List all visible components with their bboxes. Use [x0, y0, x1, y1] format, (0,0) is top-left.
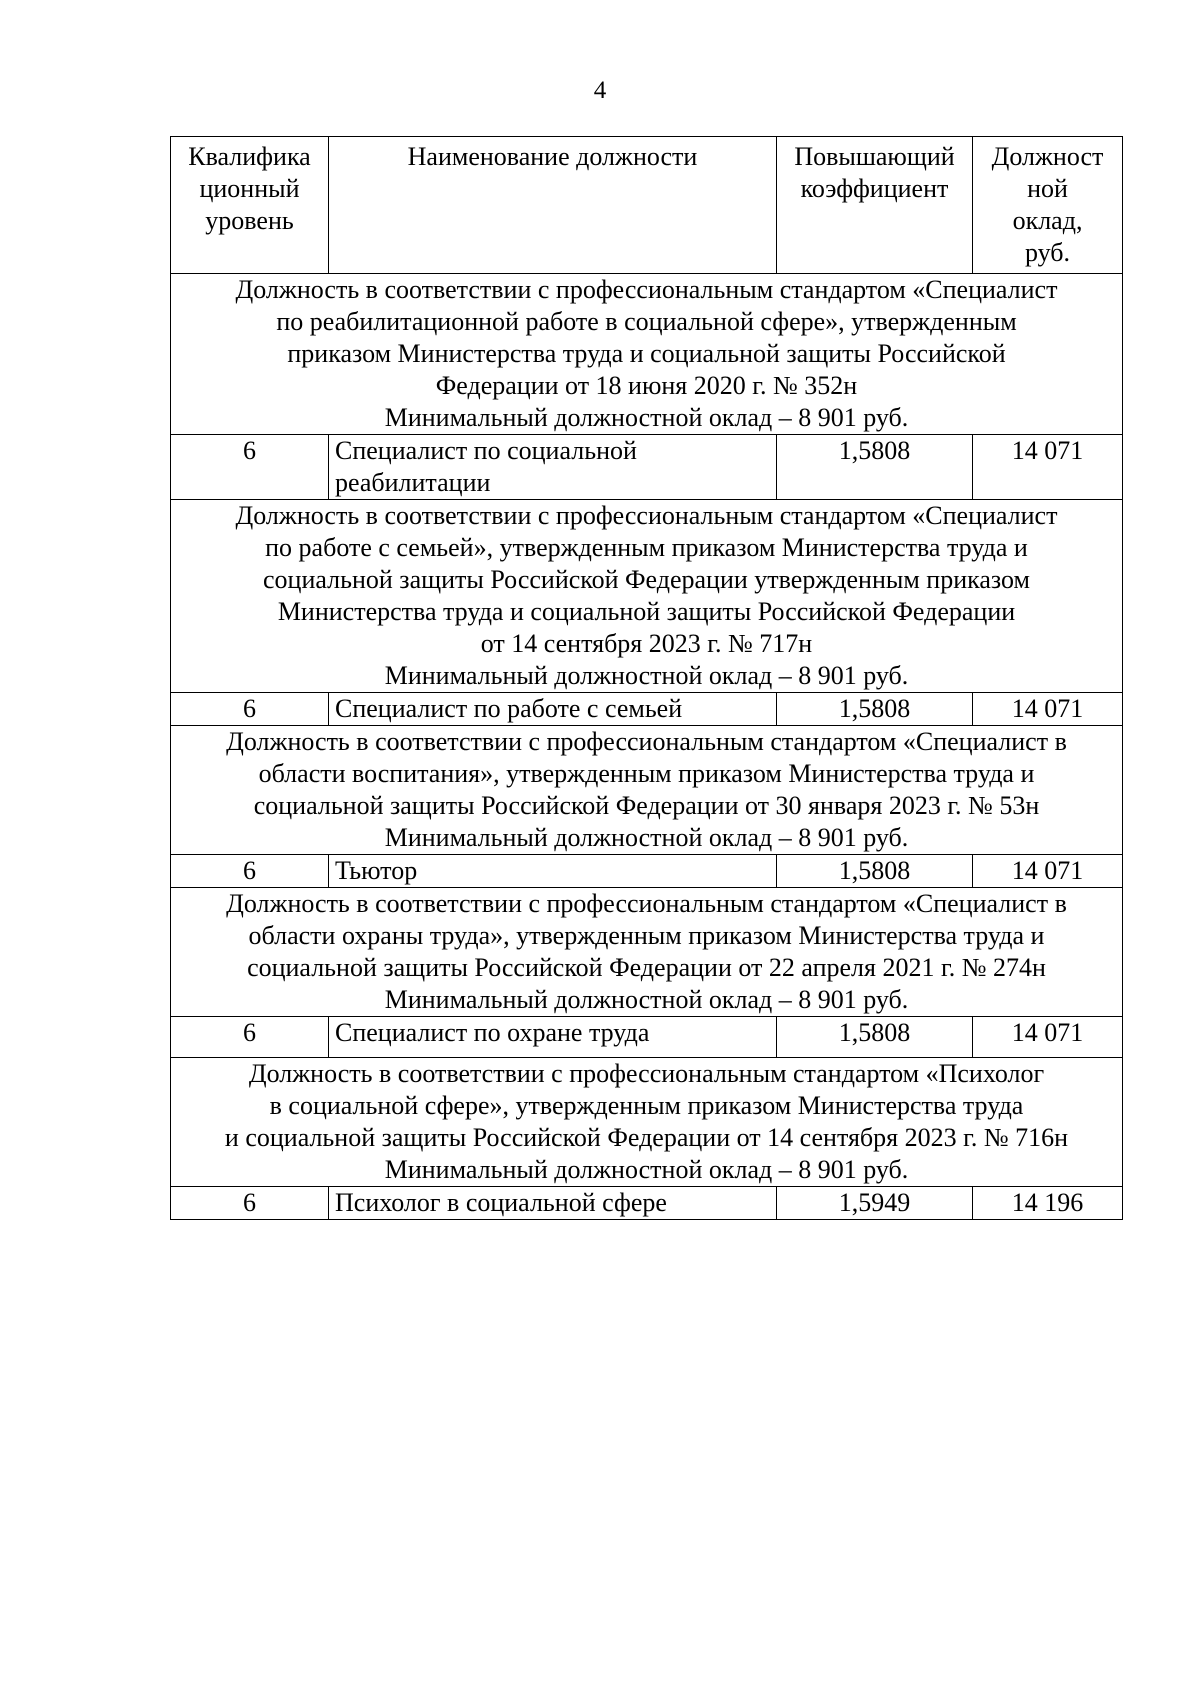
coefficient: 1,5808 [777, 435, 973, 500]
position-name: Специалист по социальной реабилитации [329, 435, 777, 500]
table-row [171, 855, 1123, 888]
table-header-row [171, 137, 1123, 274]
salary: 14 071 [973, 855, 1123, 888]
salary: 14 071 [973, 435, 1123, 500]
section-heading: Должность в соответствии с профессиональным стандартом «Специалист по реабилитационной работе в социальной сфере», утвержденным приказом Министерства труда и социальной защиты Российской Федерации от 18 июня 2020 г. № 352н Минимальный должностной оклад – 8 901 руб. [171, 274, 1123, 435]
table-row [171, 693, 1123, 726]
section-heading: Должность в соответствии с профессиональным стандартом «Специалист в области охраны труда», утвержденным приказом Министерства труда и социальной защиты Российской Федерации от 22 апреля 2021 г. № 274н Минимальный должностной оклад – 8 901 руб. [171, 888, 1123, 1017]
coefficient: 1,5808 [777, 693, 973, 726]
salary: 14 196 [973, 1187, 1123, 1220]
section-heading: Должность в соответствии с профессиональным стандартом «Психолог в социальной сфере», утвержденным приказом Министерства труда и социальной защиты Российской Федерации от 14 сентября 2023 г. № 716н Минимальный должностной оклад – 8 901 руб. [171, 1058, 1123, 1187]
qualification-level: 6 [171, 855, 329, 888]
table-row [171, 1187, 1123, 1220]
section-heading-row [171, 274, 1123, 435]
page-number: 4 [593, 77, 607, 104]
position-name: Специалист по работе с семьей [329, 693, 777, 726]
header-level: Квалифика ционный уровень [171, 137, 329, 274]
section-heading-row [171, 888, 1123, 1017]
section-heading: Должность в соответствии с профессиональным стандартом «Специалист по работе с семьей», утвержденным приказом Министерства труда и социальной защиты Российской Федерации утвержденным приказом Министерства труда и социальной защиты Российской Федерации от 14 сентября 2023 г. № 717н Минимальный должностной оклад – 8 901 руб. [171, 500, 1123, 693]
position-name: Психолог в социальной сфере [329, 1187, 777, 1220]
section-heading-row [171, 1058, 1123, 1187]
table-row [171, 1017, 1123, 1058]
coefficient: 1,5808 [777, 1017, 973, 1058]
salary: 14 071 [973, 1017, 1123, 1058]
position-name: Специалист по охране труда [329, 1017, 777, 1058]
header-salary: Должност ной оклад, руб. [973, 137, 1123, 274]
header-position-name: Наименование должности [329, 137, 777, 274]
table-row [171, 435, 1123, 500]
qualification-level: 6 [171, 1187, 329, 1220]
section-heading: Должность в соответствии с профессиональным стандартом «Специалист в области воспитания», утвержденным приказом Министерства труда и социальной защиты Российской Федерации от 30 января 2023 г. № 53н Минимальный должностной оклад – 8 901 руб. [171, 726, 1123, 855]
section-heading-row [171, 500, 1123, 693]
salary-table [170, 136, 1123, 1220]
salary: 14 071 [973, 693, 1123, 726]
header-coefficient: Повышающий коэффициент [777, 137, 973, 274]
coefficient: 1,5949 [777, 1187, 973, 1220]
section-heading-row [171, 726, 1123, 855]
coefficient: 1,5808 [777, 855, 973, 888]
qualification-level: 6 [171, 435, 329, 500]
qualification-level: 6 [171, 693, 329, 726]
position-name: Тьютор [329, 855, 777, 888]
qualification-level: 6 [171, 1017, 329, 1058]
